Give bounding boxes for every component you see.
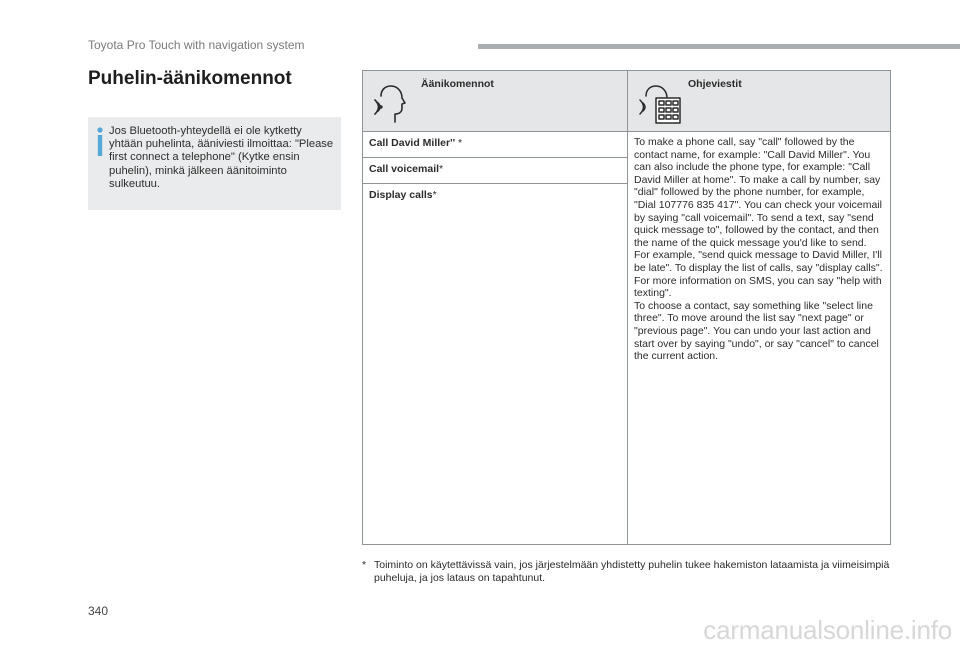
info-marker-icon [94, 127, 106, 157]
footnote-text: Toiminto on käytettävissä vain, jos järjestelmään yhdistetty puhelin tukee hakemiston lataamista ja viimeisimpiä puheluja, ja jos lataus on tapahtunut. [374, 559, 890, 585]
command-display-calls [363, 184, 627, 210]
command-call-contact [363, 132, 627, 158]
header-title: Toyota Pro Touch with navigation system [88, 38, 305, 52]
header-bar [478, 44, 960, 49]
footnote [362, 559, 892, 585]
header-label-messages: Ohjeviestit [688, 78, 742, 90]
command-footnote-star: * [432, 189, 437, 201]
page-number: 340 [88, 604, 109, 618]
command-footnote-star: * [439, 163, 444, 175]
help-message-text: To make a phone call, say "call" followed by the contact name, for example: "Call David Miller". You can also include the phone type, for example: "Call David Miller at home". To make a call by number, say "dial" followed by the phone number, for example, "Dial 107776 835 417". You can check your voicemail by saying "call voicemail". To send a text, say "send quick message to", followed by the contact, and then the name of the quick message you'd like to send. For example, "send quick message to David Miller, I'll be late". To display the list of calls, say "display calls". For more information on SMS, you can say "help with texting". To choose a contact, say something like "select line three". To move around the list say "next page" or "previous page". You can undo your last action and start over by saying "undo", or say "cancel" to cancel the current action. [634, 136, 883, 363]
page-heading: Puhelin-äänikomennot [88, 68, 292, 89]
command-label: Call David Miller'' [369, 137, 459, 149]
info-box [88, 117, 341, 210]
site-watermark: carmanualsonline.info [703, 615, 952, 645]
command-footnote-star: * [458, 137, 463, 149]
voice-command-table [362, 70, 891, 545]
header-cell-commands [363, 71, 627, 131]
info-text: Jos Bluetooth-yhteydellä ei ole kytketty yhtään puhelinta, ääniviesti ilmoittaa: "Please first connect a telephone" (Kytke ensin puhelin), minkä jälkeen äänitoiminto sulkeutuu. [109, 125, 334, 190]
column-divider [627, 71, 628, 544]
voice-keypad-icon [638, 81, 682, 125]
command-label: Display calls [369, 189, 433, 201]
footnote-star: * [362, 559, 367, 571]
command-call-voicemail [363, 158, 627, 184]
voice-speaking-head-icon [373, 81, 417, 125]
header-cell-messages [628, 71, 890, 131]
command-label: Call voicemail [369, 163, 440, 175]
header-label-commands: Äänikomennot [421, 78, 494, 90]
